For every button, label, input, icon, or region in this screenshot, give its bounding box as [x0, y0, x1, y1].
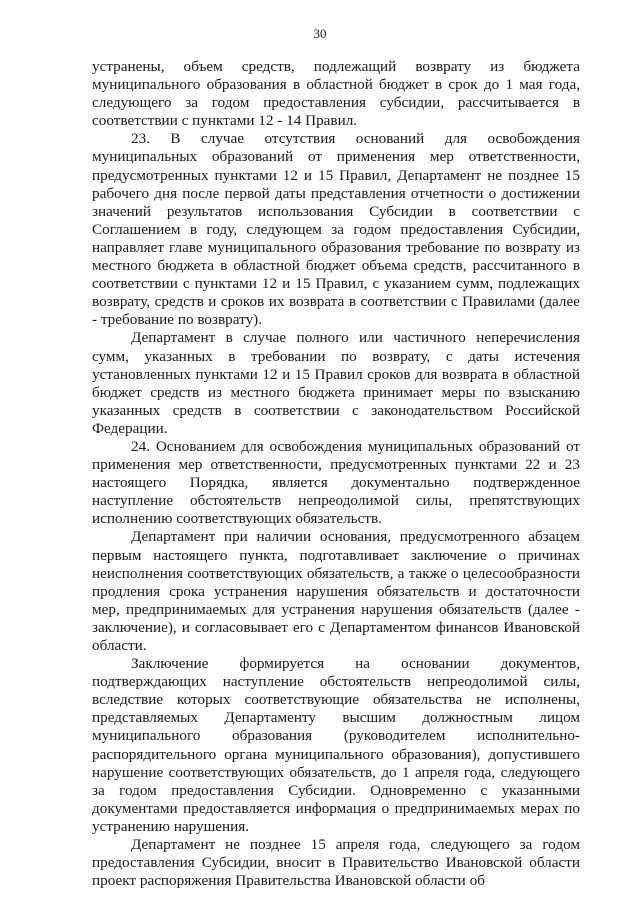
document-body [92, 58, 580, 890]
paragraph-recovery-measures: Департамент в случае полного или частичного неперечисления сумм, указанных в требовании по возврату, с даты истечения установленных пунктами 12 и 15 Правил сроков для возврата в областной бюджет средств из местного бюджета принимает меры по взысканию указанных средств в соответствии с законодательством Российской Федерации. [92, 329, 580, 437]
paragraph-conclusion-basis: Заключение формируется на основании документов, подтверждающих наступление обстоятельств непреодолимой силы, вследствие которых соответствующие обязательства не исполнены, представляемых Департаменту высшим должностным лицом муниципального образования (руководителем исполнительно-распорядительного органа муниципального образования), допустившего нарушение соответствующих обязательств, до 1 апреля года, следующего за годом предоставления Субсидии. Одновременно с указанными документами предоставляется информация о предпринимаемых мерах по устранению нарушения. [92, 655, 580, 835]
page-number: 30 [313, 26, 327, 41]
paragraph-clause-24: 24. Основанием для освобождения муниципальных образований от применения мер ответственности, предусмотренных пунктами 22 и 23 настоящего Порядка, является документально подтвержденное наступление обстоятельств непреодолимой силы, препятствующих исполнению соответствующих обязательств. [92, 437, 580, 528]
paragraph-conclusion-preparation: Департамент при наличии основания, предусмотренного абзацем первым настоящего пункта, подготавливает заключение о причинах неисполнения соответствующих обязательств, а также о целесообразности продления срока устранения нарушения обязательств и достаточности мер, предпринимаемых для устранения нарушения обязательств (далее - заключение), и согласовывает его с Департаментом финансов Ивановской области. [92, 528, 580, 654]
paragraph-continuation: устранены, объем средств, подлежащий возврату из бюджета муниципального образования в областной бюджет в срок до 1 мая года, следующего за годом предоставления субсидии, рассчитывается в соответствии с пунктами 12 - 14 Правил. [92, 58, 580, 130]
paragraph-government-draft: Департамент не позднее 15 апреля года, следующего за годом предоставления Субсидии, вносит в Правительство Ивановской области проект распоряжения Правительства Ивановской области об [92, 836, 580, 890]
paragraph-clause-23: 23. В случае отсутствия оснований для освобождения муниципальных образований от применения мер ответственности, предусмотренных пунктами 12 и 15 Правил, Департамент не позднее 15 рабочего дня после первой даты представления отчетности о достижении значений результатов использования Субсидии в соответствии с Соглашением в году, следующем за годом предоставления Субсидии, направляет главе муниципального образования требование по возврату из местного бюджета в областной бюджет объема средств, рассчитанного в соответствии с пунктами 12 и 15 Правил, с указанием сумм, подлежащих возврату, средств и сроков их возврата в соответствии с Правилами (далее - требование по возврату). [92, 130, 580, 329]
